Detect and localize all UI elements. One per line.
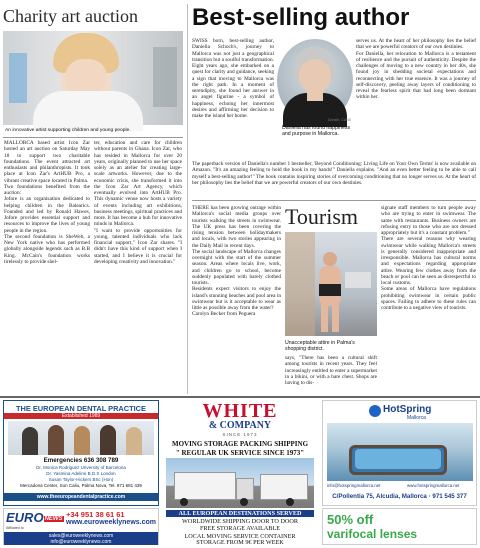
dental-name: THE EUROPEAN DENTAL PRACTICE <box>16 404 146 413</box>
bestselling-col2-para: serves us. At the heart of her philosophy lies the belief that we are powerful creators of our own destinies. <box>356 38 476 51</box>
tourism-col1-para: Residents expect visitors to enjoy the island's stunning beaches and pool area in swimwear but is it acceptable to wear as little as possible away from the water? <box>192 286 281 311</box>
tourism-col1-para: The social landscape of Mallorca changes overnight with the start of the summer season. Areas where locals live, work, and children go to school, become suddenly populated with barely clothed tourists. <box>192 248 281 286</box>
varifocal-text2: varifocal lenses <box>327 527 418 541</box>
euronews-bottom-bar <box>4 532 158 545</box>
dental-emergencies: Emergencies 636 308 789 <box>43 457 119 464</box>
charity-title: Charity art auction <box>3 6 138 26</box>
white-logo: WHITE <box>202 400 278 422</box>
euronews-email1[interactable]: sales@euroweeklynews.com <box>48 533 114 539</box>
charity-col1 <box>4 140 90 265</box>
white-line2: " REGULAR UK SERVICE SINCE 1973" <box>175 449 305 457</box>
white-logo2: & COMPANY <box>208 420 272 431</box>
hotspring-brand: HotSpring <box>383 404 432 415</box>
charity-col1-para: MALLORCA based artist Icon Zar hosted an art auction on Saturday May 18 to support two charitable foundations. The event attracted art enthusiasts and philanthropists. It took place at Icon Zar's ArtHUB Pro, a vibrant creative space located in Palma. <box>4 140 90 184</box>
white-line4: FREE STORAGE AVAILABLE <box>199 525 281 532</box>
bestselling-col1-para: SWISS born, best-selling author, Daniella Schoch's, journey to Mallorca was not just a geographical transition but a soulful transformation. Eight years ago, she embarked on a quest for clarity and guidance, seeking a sign that moving to Mallorca was the right path. In a moment of serendipity, she found her answer in an angel figurine - a symbol of happiness, echoing her innermost desires and affirming her decision to make the island her home. <box>192 38 274 119</box>
tourism-col3 <box>381 205 476 393</box>
tourism-col3-para: There are several reasons why wearing swimwear while walking Mallorca's streets is generally considered inappropriate and irresponsible. Mallorca has cultural norms and expectations regarding appropriate attire. Wearing few clothes away from the beach or pool can be seen as disrespectful to local customs. <box>381 236 476 286</box>
tourism-col1 <box>192 205 281 393</box>
hotspring-logo-icon <box>369 405 381 417</box>
white-line5: LOCAL MOVING SERVICE CONTAINER <box>184 533 296 540</box>
tourism-col1-para: THERE has been growing outrage within Mallorca's social media groups over tourists walking the streets in swimwear. The UK press has been covering the rising tension between holidaymakers and locals, with two stories appearing in the Daily Mail in recent days. <box>192 205 281 249</box>
euronews-web[interactable]: www.euroweeklynews.com <box>66 519 156 526</box>
dental-ad[interactable] <box>3 400 159 506</box>
dental-line3: Susan Taylor-Hickers BSc (Hon) <box>48 477 114 482</box>
white-line1: MOVING STORAGE PACKING SHIPPING <box>171 440 309 448</box>
hotspring-ad[interactable] <box>322 400 477 506</box>
charity-photo <box>3 31 183 125</box>
author-photo <box>277 39 353 123</box>
euronews-ad[interactable] <box>3 508 159 545</box>
hotspring-web[interactable]: www.hotspringmallorca.net <box>407 483 460 488</box>
tourism-col2-para: says, "There has been a cultural shift among tourists in recent years. They feel increasingly entitled to enter a supermarket in a bikini, or with a bare chest. Shops are having to dis- <box>285 355 377 386</box>
white-line6: STORAGE FROM 9€ PER WEEK <box>196 539 284 546</box>
charity-col2-para: "I want to provide opportunities for young, talented individuals who lack financial support," Icon Zar shares. "I didn't have this kind of support when I started, and I believe it is crucial for developing creativity and innovation." <box>94 227 182 265</box>
euronews-logo-euro: EURO <box>6 510 44 525</box>
charity-col1-para: Jofore is an organisation dedicated to helping children in the Balearics. Founded and led by Ronald Hawes, Jofore provides essential support and resources to improve the lives of young people in the region. <box>4 196 90 234</box>
dental-team-photo <box>8 421 154 455</box>
bestselling-title: Best-selling author <box>192 4 410 31</box>
charity-col1-para: The second foundation is SheWeb, a New York native who has performed globally alongside legends such as B.B King. McCain's foundation works tirelessly to provide shel- <box>4 233 90 265</box>
varifocal-text1: 50% off <box>327 512 374 527</box>
bestselling-col1 <box>192 38 274 160</box>
hotspring-address: C/Pollentia 75, Alcudia, Mallorca · 971 545 377 <box>332 493 467 500</box>
charity-caption: An innovative artist supporting children and young people. <box>5 128 131 133</box>
tourism-col1-para: Carolyn Becker from Peguera <box>192 311 256 318</box>
hotspring-email[interactable]: info@hotspringmallorca.net <box>327 483 381 488</box>
photo-credit: Donath, CANS <box>328 118 351 122</box>
tourism-title: Tourism <box>285 204 359 229</box>
varifocal-ad[interactable] <box>322 508 477 545</box>
bestselling-bottom-para: The paperback version of Daniella's number 1 bestseller, 'Beyond Conditioning: Living Life on Your Own Terms' is now available on Amazon. "It's an amazing feeling to hold the book in my hands!" Daniella explains. "And an even better feeling to be able to call myself a best-selling author!" The book contains inspiring stories of overcoming conditioning that no longer serves us. At the heart of her philosophy lies the belief that we are powerful creators of our own destinies. <box>192 161 476 186</box>
bestselling-caption: Daniella has found happiness and purpose in Mallorca. <box>282 125 351 138</box>
charity-col2-para: ter, education and care for children without parents in Ghana. Icon Zar, who has resided in Mallorca for over 20 years, originally planned to use her space solely as an atelier for creating large-scale artworks. However, due to the economic crisis, she transformed it into the Icon Zar Art Agency, which eventually evolved into ArtHUB Pro. This dynamic venue now hosts a variety of events including art exhibitions, business meetings, spiritual practices and more. It has become a hub for innovative minds in Mallorca. <box>94 140 182 228</box>
bestselling-bottom <box>192 161 476 191</box>
tourism-col3-para: Some areas of Mallorca have regulations prohibiting swimwear in certain public spaces. Failing to adhere to these rules can contribute to a negative view of tourists. <box>381 286 476 311</box>
euronews-logo-news: NEWS <box>44 515 63 522</box>
charity-col1-para: Two foundations benefited from the auction: <box>4 183 90 196</box>
hotspring-photo <box>327 423 473 481</box>
euronews-phone[interactable]: +34 951 38 61 61 <box>66 510 125 519</box>
white-line3: WORLDWIDE SHIPPING DOOR TO DOOR <box>182 518 298 525</box>
euronews-email2[interactable]: info@euroweeklynews.com <box>50 539 112 545</box>
tourism-caption: Unacceptable attire in Palma's shopping district. <box>285 340 355 353</box>
tourism-col2 <box>285 355 377 393</box>
white-banner: ALL EUROPEAN DESTINATIONS SERVED <box>166 510 314 517</box>
white-trucks-photo <box>166 458 314 508</box>
white-since: SINCE 1973 <box>222 432 258 437</box>
charity-col2 <box>94 140 182 265</box>
hotspring-region: Mallorca <box>407 415 426 421</box>
bestselling-col2 <box>356 38 476 160</box>
euronews-logo <box>6 510 64 525</box>
tourism-col3-para: signate staff members to turn people away who are trying to enter in swimwear. The same with restaurants. Business owners are refusing entry to those who are not dressed appropriately but it's a constant problem." <box>381 205 476 236</box>
dental-established: Established 1989 <box>4 413 158 419</box>
dental-line4: Mercadona Center, Son Caliu, Palma Nova, Tel. 971 681 439 <box>20 483 142 488</box>
tourism-photo <box>285 232 377 336</box>
white-company-ad[interactable] <box>162 400 318 544</box>
bestselling-col2-para: For Daniella, her relocation to Mallorca is a testament of resilience and the pursuit of authenticity. Despite the challenges of moving to a new country in her 40s, she found joy in shedding societal expectations and reconnecting with her true essence. It was a journey of self-discovery, peeling away layers of conditioning to reveal the fearless spirit that had long been dormant within her. <box>356 50 476 101</box>
dental-line2: Dr. Yasmina Adeline B.D.S London <box>46 471 116 476</box>
euronews-affiliated: Affiliated to <box>6 526 24 530</box>
dental-line1: Dr. Monica Rodriguez Unversity of Barcelona <box>36 465 126 470</box>
dental-url[interactable]: www.theeuropeandentalpractice.com <box>4 493 158 501</box>
